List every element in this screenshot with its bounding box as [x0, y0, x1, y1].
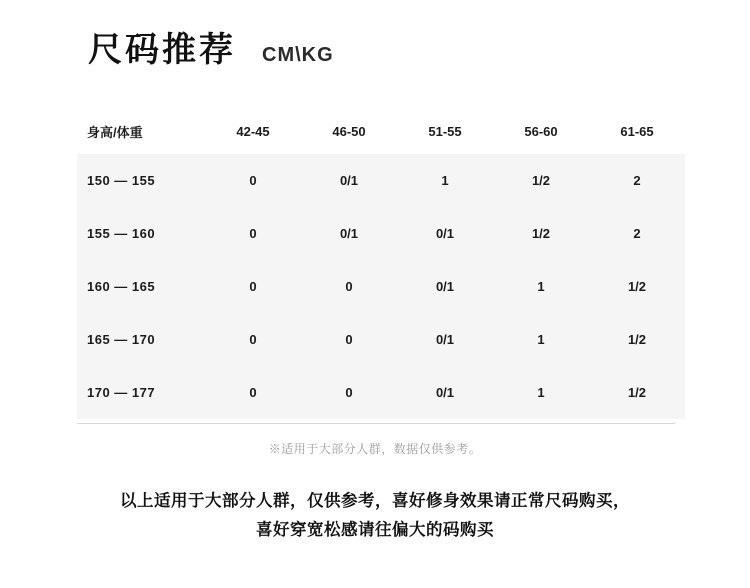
- row-cell: 0/1: [435, 226, 455, 241]
- row-cell: 1/2: [627, 385, 647, 400]
- row-cell: 0/1: [435, 332, 455, 347]
- table-header-row: [77, 108, 685, 154]
- column-header-height-weight: 身高/体重: [87, 124, 143, 140]
- row-cell: 0: [249, 332, 257, 347]
- footer-text: [0, 487, 750, 545]
- row-cell: 1/2: [531, 173, 551, 188]
- row-cell: 2: [633, 226, 641, 241]
- row-label: 170 — 177: [87, 385, 156, 400]
- table-row: [77, 260, 685, 313]
- column-header-61-65: 61-65: [620, 123, 654, 139]
- row-label: 160 — 165: [87, 279, 156, 294]
- row-cell: 2: [633, 173, 641, 188]
- table-row: [77, 313, 685, 366]
- page-title-main: 尺码推荐: [88, 31, 236, 69]
- row-cell: 0: [345, 279, 353, 294]
- row-cell: 0/1: [339, 226, 359, 241]
- row-cell: 1/2: [531, 226, 551, 241]
- size-table-wrapper: [77, 108, 675, 419]
- page-title-unit: CM\KG: [262, 44, 334, 66]
- table-row: [77, 207, 685, 260]
- row-cell: 0: [249, 226, 257, 241]
- row-cell: 1: [537, 332, 545, 347]
- row-cell: 0: [249, 385, 257, 400]
- column-header-42-45: 42-45: [236, 123, 270, 139]
- table-note: ※适用于大部分人群，数据仅供参考。: [268, 442, 482, 456]
- row-cell: 1/2: [627, 332, 647, 347]
- row-cell: 1: [441, 173, 449, 188]
- table-row: [77, 366, 685, 419]
- row-cell: 1: [537, 279, 545, 294]
- size-table: [77, 108, 685, 419]
- row-cell: 1/2: [627, 279, 647, 294]
- column-header-51-55: 51-55: [428, 123, 462, 139]
- row-cell: 0: [345, 385, 353, 400]
- table-bottom-rule: [77, 423, 675, 424]
- page-title: [88, 32, 334, 69]
- footer-line-1: 以上适用于大部分人群，仅供参考，喜好修身效果请正常尺码购买，: [120, 492, 630, 510]
- row-label: 150 — 155: [87, 173, 156, 188]
- row-label: 165 — 170: [87, 332, 156, 347]
- row-cell: 0: [249, 173, 257, 188]
- column-header-56-60: 56-60: [524, 123, 558, 139]
- footer-line-2: 喜好穿宽松感请往偏大的码购买: [256, 520, 494, 539]
- row-cell: 0/1: [435, 279, 455, 294]
- row-cell: 1: [537, 385, 545, 400]
- size-table-body: [77, 154, 685, 419]
- column-header-46-50: 46-50: [332, 123, 366, 139]
- row-cell: 0/1: [339, 173, 359, 188]
- row-cell: 0: [249, 279, 257, 294]
- row-cell: 0/1: [435, 385, 455, 400]
- row-cell: 0: [345, 332, 353, 347]
- size-table-head: [77, 108, 685, 154]
- table-row: [77, 154, 685, 207]
- row-label: 155 — 160: [87, 226, 156, 241]
